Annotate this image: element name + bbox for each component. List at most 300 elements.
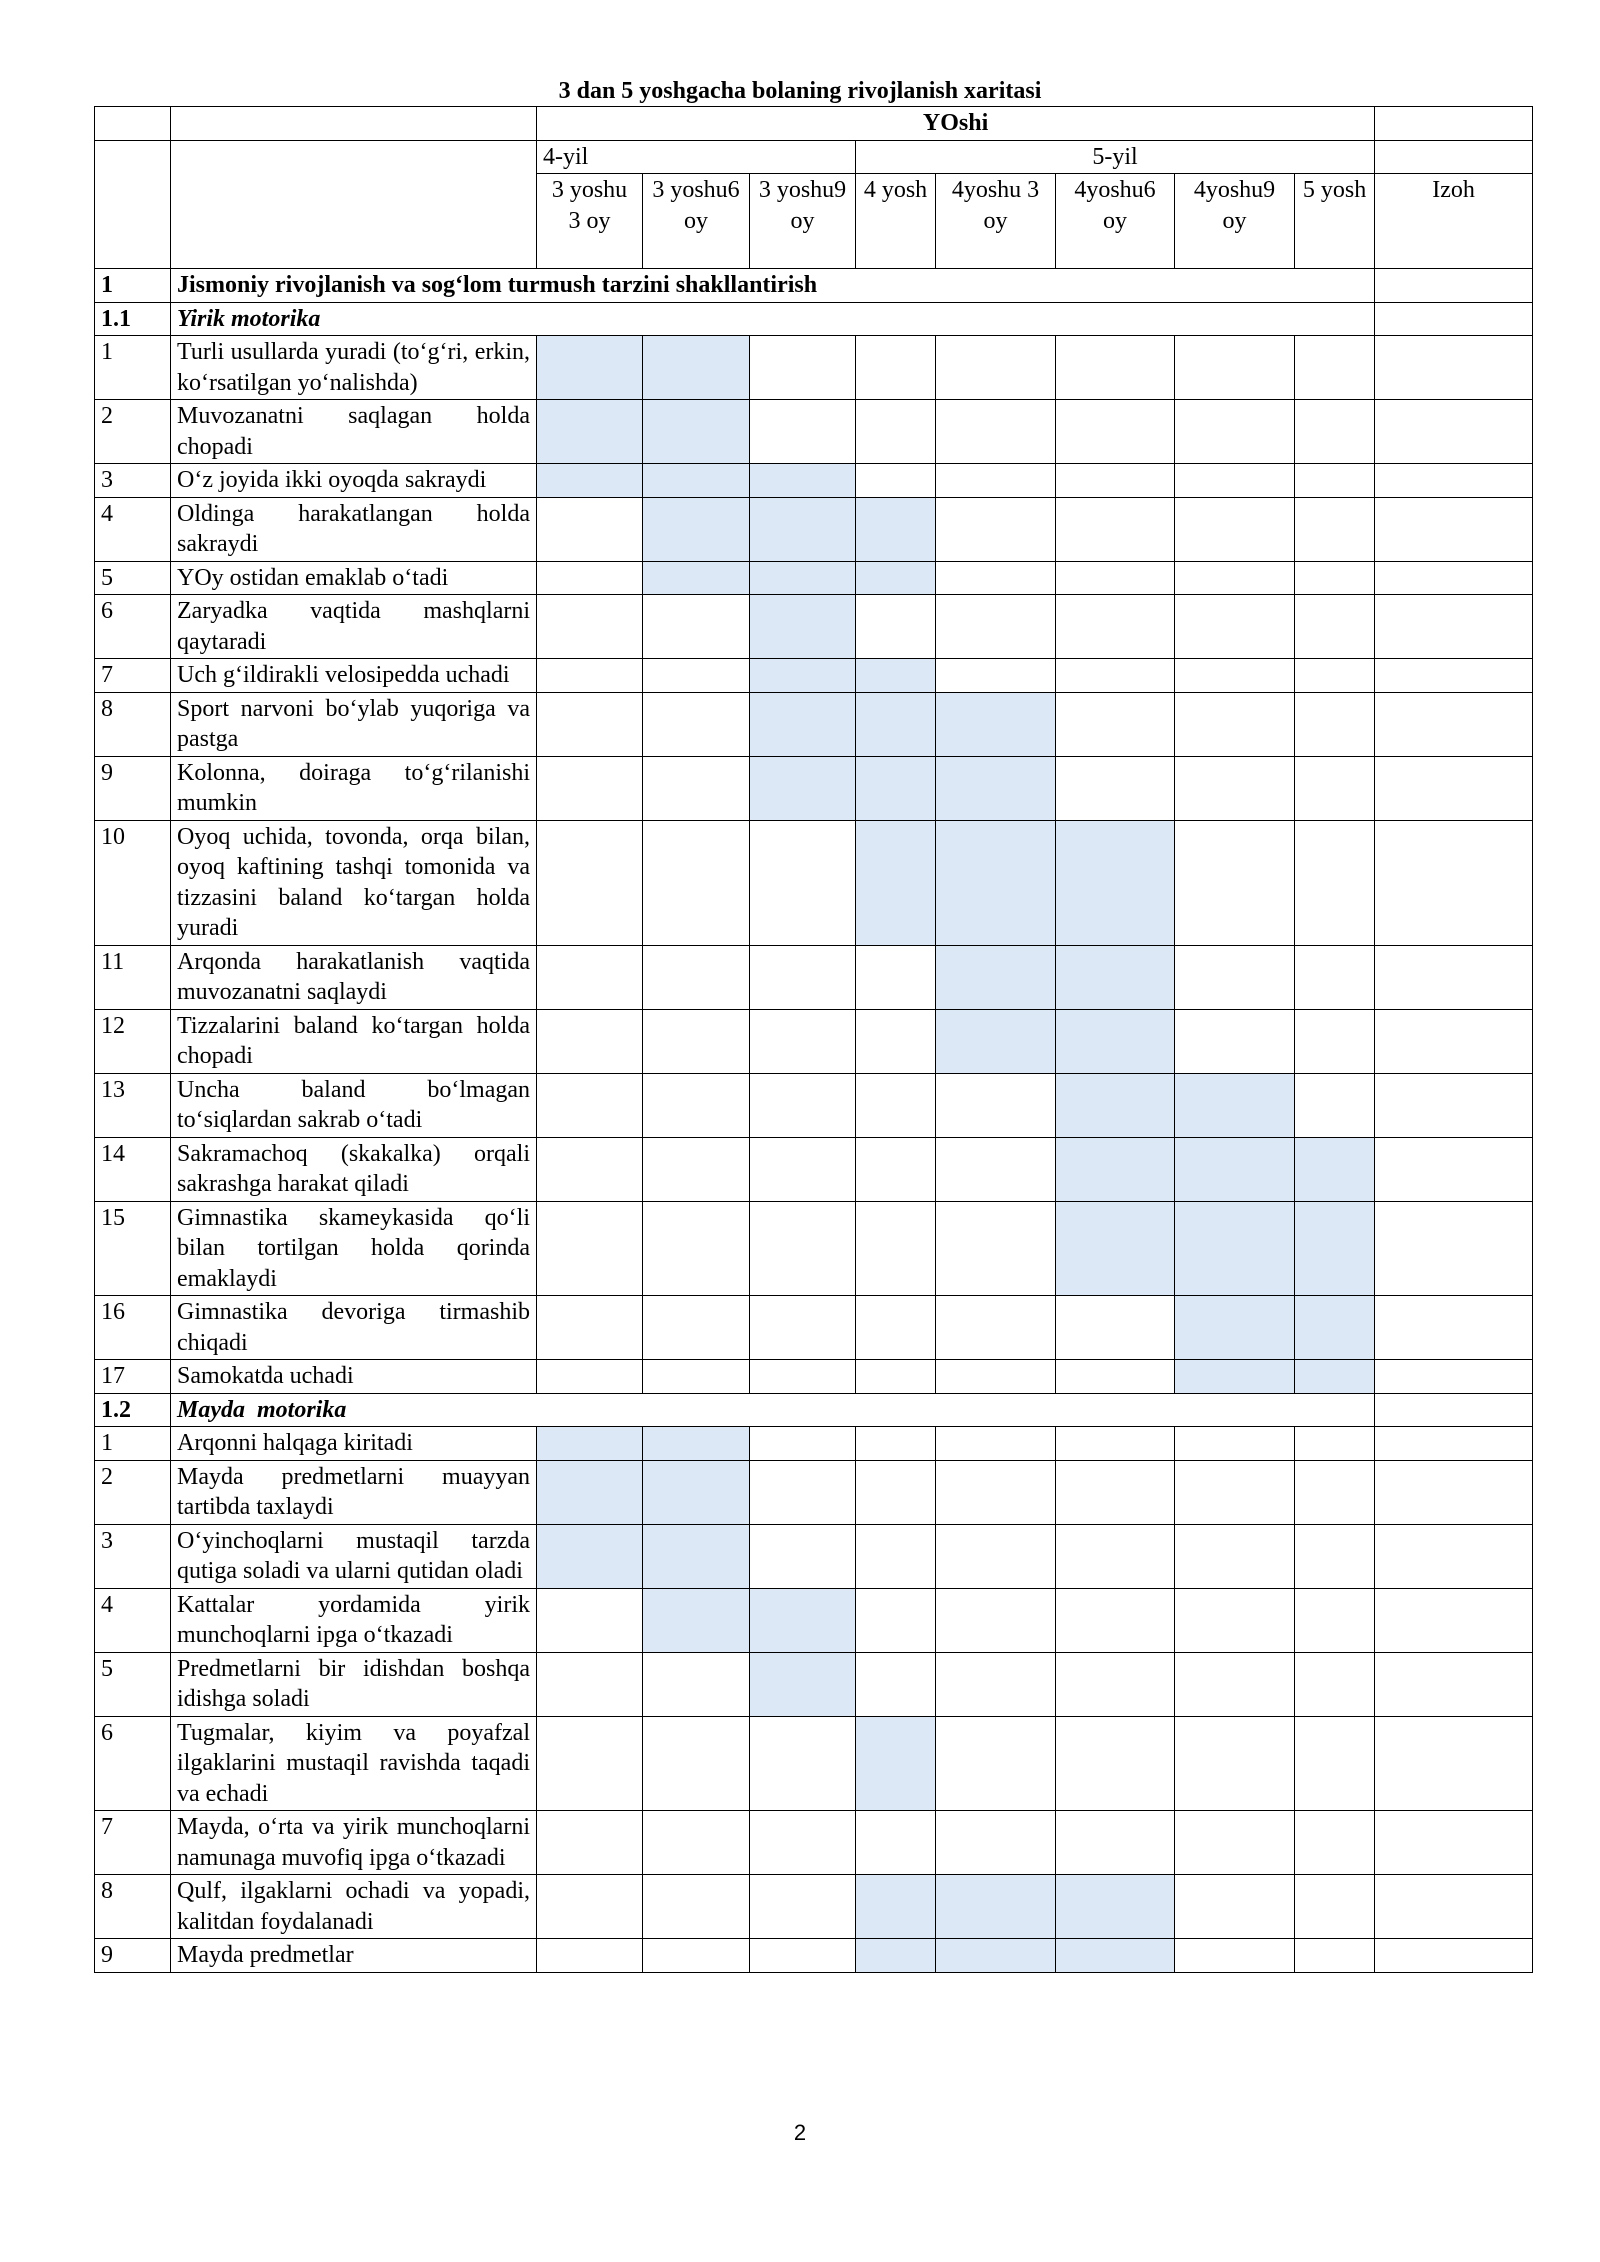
age-cell[interactable] — [643, 1073, 750, 1137]
age-cell[interactable] — [1175, 464, 1295, 498]
item-number: 7 — [95, 1811, 171, 1875]
age-cell[interactable] — [537, 1360, 643, 1394]
age-cell-expected[interactable] — [856, 497, 936, 561]
age-cell[interactable] — [537, 1716, 643, 1811]
subsection-notes-cell — [1375, 1393, 1533, 1427]
age-cell[interactable] — [856, 945, 936, 1009]
age-cell-expected[interactable] — [936, 1875, 1056, 1939]
age-cell[interactable] — [936, 1588, 1056, 1652]
subsection-number: 1.1 — [95, 302, 171, 336]
age-cell[interactable] — [1175, 1875, 1295, 1939]
age-cell[interactable] — [643, 1716, 750, 1811]
age-cell[interactable] — [537, 1875, 643, 1939]
age-cell[interactable] — [1295, 820, 1375, 945]
age-cell[interactable] — [643, 1875, 750, 1939]
age-cell[interactable] — [936, 336, 1056, 400]
item-number: 4 — [95, 1588, 171, 1652]
age-cell[interactable] — [750, 1201, 856, 1296]
section-number: 1 — [95, 269, 171, 303]
notes-cell[interactable] — [1375, 1009, 1533, 1073]
item-description: Oldinga harakatlangan holda sakraydi — [171, 497, 537, 561]
notes-cell[interactable] — [1375, 336, 1533, 400]
age-cell-expected[interactable] — [1056, 1009, 1175, 1073]
item-description: Samokatda uchadi — [171, 1360, 537, 1394]
age-cell[interactable] — [537, 595, 643, 659]
age-cell-expected[interactable] — [936, 1939, 1056, 1973]
age-cell-expected[interactable] — [537, 336, 643, 400]
item-number: 16 — [95, 1296, 171, 1360]
age-cell[interactable] — [537, 497, 643, 561]
age-cell[interactable] — [1295, 400, 1375, 464]
notes-cell[interactable] — [1375, 1201, 1533, 1296]
age-cell[interactable] — [856, 1073, 936, 1137]
age-cell[interactable] — [856, 1201, 936, 1296]
age-cell-expected[interactable] — [750, 595, 856, 659]
age-column-header: 3 yoshu9 oy — [750, 174, 856, 269]
age-cell[interactable] — [1056, 756, 1175, 820]
age-cell[interactable] — [537, 1009, 643, 1073]
item-description: Sport narvoni bo‘ylab yuqoriga va pastga — [171, 692, 537, 756]
age-cell-expected[interactable] — [1175, 1073, 1295, 1137]
age-cell-expected[interactable] — [936, 1009, 1056, 1073]
notes-cell[interactable] — [1375, 945, 1533, 1009]
notes-cell[interactable] — [1375, 659, 1533, 693]
age-cell[interactable] — [1056, 1524, 1175, 1588]
age-cell[interactable] — [1295, 595, 1375, 659]
age-cell-expected[interactable] — [537, 464, 643, 498]
age-cell[interactable] — [936, 1201, 1056, 1296]
age-cell-expected[interactable] — [643, 1524, 750, 1588]
age-header: YOshi — [537, 107, 1375, 141]
age-cell[interactable] — [856, 1360, 936, 1394]
age-cell[interactable] — [1295, 1460, 1375, 1524]
age-cell[interactable] — [1295, 336, 1375, 400]
age-cell-expected[interactable] — [1295, 1201, 1375, 1296]
item-description: Tizzalarini baland ko‘targan holda chopadi — [171, 1009, 537, 1073]
age-cell[interactable] — [537, 1588, 643, 1652]
header-blank-notes — [1375, 107, 1533, 141]
age-cell-expected[interactable] — [1295, 1137, 1375, 1201]
item-description: O‘z joyida ikki oyoqda sakraydi — [171, 464, 537, 498]
subsection-row — [95, 1393, 1533, 1427]
age-cell[interactable] — [1056, 497, 1175, 561]
age-cell[interactable] — [936, 400, 1056, 464]
age-cell-expected[interactable] — [750, 1652, 856, 1716]
age-cell[interactable] — [936, 1360, 1056, 1394]
age-cell[interactable] — [1175, 945, 1295, 1009]
age-cell[interactable] — [1295, 659, 1375, 693]
notes-cell[interactable] — [1375, 1652, 1533, 1716]
age-cell[interactable] — [1295, 1427, 1375, 1461]
age-cell[interactable] — [537, 1939, 643, 1973]
age-cell[interactable] — [1175, 1427, 1295, 1461]
age-cell-expected[interactable] — [1295, 1360, 1375, 1394]
age-cell[interactable] — [643, 595, 750, 659]
age-cell[interactable] — [643, 945, 750, 1009]
notes-cell[interactable] — [1375, 1524, 1533, 1588]
item-number: 9 — [95, 1939, 171, 1973]
item-number: 11 — [95, 945, 171, 1009]
age-cell[interactable] — [856, 1524, 936, 1588]
item-description: Arqonni halqaga kiritadi — [171, 1427, 537, 1461]
age-cell[interactable] — [856, 1137, 936, 1201]
age-cell[interactable] — [1056, 336, 1175, 400]
age-cell[interactable] — [936, 659, 1056, 693]
notes-cell[interactable] — [1375, 1811, 1533, 1875]
notes-cell[interactable] — [1375, 1588, 1533, 1652]
age-cell-expected[interactable] — [1175, 1137, 1295, 1201]
age-cell-expected[interactable] — [750, 1588, 856, 1652]
age-cell[interactable] — [750, 1073, 856, 1137]
age-cell[interactable] — [537, 1137, 643, 1201]
age-cell-expected[interactable] — [750, 497, 856, 561]
age-cell[interactable] — [1175, 820, 1295, 945]
age-cell[interactable] — [936, 1460, 1056, 1524]
age-cell[interactable] — [1295, 756, 1375, 820]
age-cell[interactable] — [936, 1296, 1056, 1360]
age-cell[interactable] — [856, 1811, 936, 1875]
notes-cell[interactable] — [1375, 464, 1533, 498]
age-cell[interactable] — [936, 1073, 1056, 1137]
age-cell-expected[interactable] — [1175, 1296, 1295, 1360]
age-cell[interactable] — [1056, 692, 1175, 756]
age-cell[interactable] — [750, 945, 856, 1009]
notes-cell[interactable] — [1375, 1939, 1533, 1973]
age-cell[interactable] — [537, 945, 643, 1009]
age-cell[interactable] — [1295, 1875, 1375, 1939]
notes-column-header: Izoh — [1375, 174, 1533, 269]
notes-cell[interactable] — [1375, 1137, 1533, 1201]
age-cell-expected[interactable] — [856, 1716, 936, 1811]
age-cell-expected[interactable] — [750, 659, 856, 693]
table-row — [95, 1296, 1533, 1360]
table-row — [95, 1360, 1533, 1394]
development-chart-table — [94, 106, 1533, 1973]
age-cell[interactable] — [1295, 464, 1375, 498]
age-cell[interactable] — [1056, 1360, 1175, 1394]
table-row — [95, 1427, 1533, 1461]
age-cell[interactable] — [537, 1201, 643, 1296]
age-cell[interactable] — [1295, 561, 1375, 595]
notes-cell[interactable] — [1375, 561, 1533, 595]
age-cell[interactable] — [750, 1296, 856, 1360]
age-cell-expected[interactable] — [537, 1524, 643, 1588]
table-row — [95, 595, 1533, 659]
age-cell[interactable] — [1175, 659, 1295, 693]
notes-cell[interactable] — [1375, 400, 1533, 464]
age-cell[interactable] — [750, 400, 856, 464]
header-blank-desc-2 — [171, 140, 537, 269]
age-cell[interactable] — [1056, 1296, 1175, 1360]
age-cell[interactable] — [856, 1652, 936, 1716]
item-number: 3 — [95, 1524, 171, 1588]
item-number: 15 — [95, 1201, 171, 1296]
age-cell[interactable] — [750, 1460, 856, 1524]
age-cell[interactable] — [936, 1811, 1056, 1875]
age-cell[interactable] — [856, 1427, 936, 1461]
age-column-header: 4 yosh — [856, 174, 936, 269]
table-row — [95, 820, 1533, 945]
age-cell-expected[interactable] — [1175, 1360, 1295, 1394]
item-description: Kolonna, doiraga to‘g‘rilanishi mumkin — [171, 756, 537, 820]
age-cell[interactable] — [643, 1201, 750, 1296]
age-cell-expected[interactable] — [1056, 1073, 1175, 1137]
item-description: YOy ostidan emaklab o‘tadi — [171, 561, 537, 595]
age-cell[interactable] — [537, 1296, 643, 1360]
item-number: 1 — [95, 336, 171, 400]
item-description: Turli usullarda yuradi (to‘g‘ri, erkin, ko‘rsatilgan yo‘nalishda) — [171, 336, 537, 400]
age-cell[interactable] — [936, 561, 1056, 595]
age-cell[interactable] — [1175, 1588, 1295, 1652]
age-cell[interactable] — [1056, 1427, 1175, 1461]
age-cell[interactable] — [643, 1009, 750, 1073]
age-cell[interactable] — [1295, 1588, 1375, 1652]
age-cell[interactable] — [1056, 1460, 1175, 1524]
age-cell[interactable] — [936, 1427, 1056, 1461]
age-cell-expected[interactable] — [1056, 1875, 1175, 1939]
table-row — [95, 1588, 1533, 1652]
age-cell[interactable] — [1295, 1716, 1375, 1811]
age-cell[interactable] — [643, 1939, 750, 1973]
item-description: Mayda predmetlarni muayyan tartibda taxlaydi — [171, 1460, 537, 1524]
age-cell[interactable] — [1056, 659, 1175, 693]
age-cell[interactable] — [936, 497, 1056, 561]
age-cell[interactable] — [750, 1524, 856, 1588]
age-cell-expected[interactable] — [856, 561, 936, 595]
notes-cell[interactable] — [1375, 1427, 1533, 1461]
age-cell[interactable] — [936, 1716, 1056, 1811]
notes-cell[interactable] — [1375, 820, 1533, 945]
age-cell-expected[interactable] — [643, 464, 750, 498]
age-cell[interactable] — [1175, 400, 1295, 464]
age-cell-expected[interactable] — [856, 1939, 936, 1973]
age-cell[interactable] — [537, 1811, 643, 1875]
age-cell[interactable] — [643, 1360, 750, 1394]
notes-cell[interactable] — [1375, 1360, 1533, 1394]
age-cell-expected[interactable] — [856, 1875, 936, 1939]
age-cell-expected[interactable] — [643, 336, 750, 400]
item-number: 6 — [95, 595, 171, 659]
age-cell[interactable] — [1175, 692, 1295, 756]
age-cell[interactable] — [1175, 497, 1295, 561]
age-cell[interactable] — [537, 820, 643, 945]
age-cell[interactable] — [1175, 1811, 1295, 1875]
age-cell-expected[interactable] — [750, 561, 856, 595]
age-cell[interactable] — [537, 1073, 643, 1137]
age-cell[interactable] — [1175, 561, 1295, 595]
item-description: O‘yinchoqlarni mustaqil tarzda qutiga soladi va ularni qutidan oladi — [171, 1524, 537, 1588]
age-cell[interactable] — [750, 1716, 856, 1811]
age-cell[interactable] — [1056, 561, 1175, 595]
age-cell-expected[interactable] — [750, 756, 856, 820]
age-cell-expected[interactable] — [643, 1588, 750, 1652]
header-blank-notes-2 — [1375, 140, 1533, 174]
age-cell-expected[interactable] — [1295, 1296, 1375, 1360]
age-cell-expected[interactable] — [1056, 945, 1175, 1009]
age-cell[interactable] — [643, 756, 750, 820]
age-cell[interactable] — [537, 561, 643, 595]
notes-cell[interactable] — [1375, 1716, 1533, 1811]
table-row — [95, 400, 1533, 464]
age-cell[interactable] — [1175, 1524, 1295, 1588]
age-cell[interactable] — [936, 464, 1056, 498]
item-number: 5 — [95, 561, 171, 595]
age-cell[interactable] — [537, 659, 643, 693]
age-cell[interactable] — [750, 1009, 856, 1073]
age-cell-expected[interactable] — [1056, 1137, 1175, 1201]
age-cell[interactable] — [1175, 595, 1295, 659]
item-number: 12 — [95, 1009, 171, 1073]
age-cell[interactable] — [1295, 1073, 1375, 1137]
item-number: 13 — [95, 1073, 171, 1137]
age-cell-expected[interactable] — [856, 692, 936, 756]
item-number: 4 — [95, 497, 171, 561]
age-cell[interactable] — [1056, 400, 1175, 464]
age-cell[interactable] — [856, 1588, 936, 1652]
age-cell-expected[interactable] — [856, 659, 936, 693]
age-column-header: 3 yoshu 3 oy — [537, 174, 643, 269]
age-cell[interactable] — [1295, 497, 1375, 561]
age-cell-expected[interactable] — [1056, 1939, 1175, 1973]
age-cell-expected[interactable] — [856, 756, 936, 820]
age-cell-expected[interactable] — [856, 820, 936, 945]
age-cell-expected[interactable] — [537, 1427, 643, 1461]
notes-cell[interactable] — [1375, 1073, 1533, 1137]
age-cell[interactable] — [1175, 756, 1295, 820]
age-cell[interactable] — [1056, 595, 1175, 659]
age-cell[interactable] — [750, 1875, 856, 1939]
header-row-years — [95, 140, 1533, 174]
age-cell[interactable] — [856, 400, 936, 464]
age-cell[interactable] — [856, 1296, 936, 1360]
age-cell-expected[interactable] — [643, 400, 750, 464]
age-cell[interactable] — [1295, 1524, 1375, 1588]
age-cell[interactable] — [537, 1652, 643, 1716]
age-cell[interactable] — [1295, 1009, 1375, 1073]
age-cell[interactable] — [856, 1009, 936, 1073]
age-cell-expected[interactable] — [643, 497, 750, 561]
age-cell-expected[interactable] — [936, 945, 1056, 1009]
age-cell[interactable] — [750, 1811, 856, 1875]
table-row — [95, 659, 1533, 693]
notes-cell[interactable] — [1375, 756, 1533, 820]
age-cell[interactable] — [1175, 1009, 1295, 1073]
age-cell-expected[interactable] — [643, 1427, 750, 1461]
item-description: Oyoq uchida, tovonda, orqa bilan, oyoq kaftining tashqi tomonida va tizzasini baland ko‘targan holda yuradi — [171, 820, 537, 945]
age-cell[interactable] — [1295, 1652, 1375, 1716]
age-cell[interactable] — [1295, 692, 1375, 756]
age-cell-expected[interactable] — [936, 756, 1056, 820]
age-cell[interactable] — [643, 1296, 750, 1360]
age-cell[interactable] — [936, 1524, 1056, 1588]
age-column-header: 5 yosh — [1295, 174, 1375, 269]
item-number: 9 — [95, 756, 171, 820]
age-cell[interactable] — [643, 1137, 750, 1201]
age-cell[interactable] — [1175, 1716, 1295, 1811]
age-cell-expected[interactable] — [537, 400, 643, 464]
age-cell[interactable] — [936, 595, 1056, 659]
age-cell[interactable] — [1295, 945, 1375, 1009]
table-row — [95, 1460, 1533, 1524]
age-cell[interactable] — [643, 1811, 750, 1875]
notes-cell[interactable] — [1375, 595, 1533, 659]
age-cell-expected[interactable] — [750, 692, 856, 756]
age-cell[interactable] — [1175, 1939, 1295, 1973]
page-title: 3 dan 5 yoshgacha bolaning rivojlanish xaritasi — [558, 78, 1042, 104]
age-cell[interactable] — [1056, 1588, 1175, 1652]
age-cell[interactable] — [1056, 1652, 1175, 1716]
age-cell[interactable] — [1056, 1716, 1175, 1811]
age-cell[interactable] — [750, 1137, 856, 1201]
age-cell[interactable] — [936, 1137, 1056, 1201]
age-cell[interactable] — [1295, 1811, 1375, 1875]
notes-cell[interactable] — [1375, 1296, 1533, 1360]
age-cell-expected[interactable] — [643, 1460, 750, 1524]
age-cell[interactable] — [1175, 1460, 1295, 1524]
age-cell-expected[interactable] — [1175, 1201, 1295, 1296]
item-description: Qulf, ilgaklarni ochadi va yopadi, kalitdan foydalanadi — [171, 1875, 537, 1939]
age-cell[interactable] — [1056, 1811, 1175, 1875]
age-cell[interactable] — [750, 336, 856, 400]
age-cell[interactable] — [1175, 1652, 1295, 1716]
age-cell-expected[interactable] — [537, 1460, 643, 1524]
notes-cell[interactable] — [1375, 1460, 1533, 1524]
age-cell[interactable] — [856, 464, 936, 498]
section-row — [95, 269, 1533, 303]
age-cell[interactable] — [856, 336, 936, 400]
age-cell[interactable] — [537, 756, 643, 820]
age-cell-expected[interactable] — [750, 464, 856, 498]
notes-cell[interactable] — [1375, 1875, 1533, 1939]
age-cell[interactable] — [750, 1427, 856, 1461]
table-row — [95, 497, 1533, 561]
notes-cell[interactable] — [1375, 497, 1533, 561]
age-cell[interactable] — [643, 692, 750, 756]
age-cell[interactable] — [750, 820, 856, 945]
page-number: 2 — [793, 2120, 807, 2145]
age-column-header: 4yoshu6 oy — [1056, 174, 1175, 269]
age-cell[interactable] — [537, 692, 643, 756]
age-cell-expected[interactable] — [643, 561, 750, 595]
subsection-notes-cell — [1375, 302, 1533, 336]
age-cell-expected[interactable] — [1056, 820, 1175, 945]
table-row — [95, 756, 1533, 820]
age-cell[interactable] — [936, 1652, 1056, 1716]
age-cell[interactable] — [643, 1652, 750, 1716]
age-cell[interactable] — [750, 1360, 856, 1394]
age-cell[interactable] — [643, 820, 750, 945]
item-number: 17 — [95, 1360, 171, 1394]
age-cell-expected[interactable] — [936, 820, 1056, 945]
item-number: 2 — [95, 400, 171, 464]
age-cell[interactable] — [856, 1460, 936, 1524]
age-cell-expected[interactable] — [936, 692, 1056, 756]
age-cell[interactable] — [856, 595, 936, 659]
age-cell[interactable] — [1056, 464, 1175, 498]
notes-cell[interactable] — [1375, 692, 1533, 756]
age-cell[interactable] — [1175, 336, 1295, 400]
item-description: Zaryadka vaqtida mashqlarni qaytaradi — [171, 595, 537, 659]
section-notes-cell — [1375, 269, 1533, 303]
age-cell-expected[interactable] — [1056, 1201, 1175, 1296]
item-number: 8 — [95, 1875, 171, 1939]
table-row — [95, 1524, 1533, 1588]
age-cell[interactable] — [643, 659, 750, 693]
table-row — [95, 1137, 1533, 1201]
age-cell[interactable] — [1295, 1939, 1375, 1973]
age-cell[interactable] — [750, 1939, 856, 1973]
item-description: Gimnastika skameykasida qo‘li bilan tortilgan holda qorinda emaklaydi — [171, 1201, 537, 1296]
